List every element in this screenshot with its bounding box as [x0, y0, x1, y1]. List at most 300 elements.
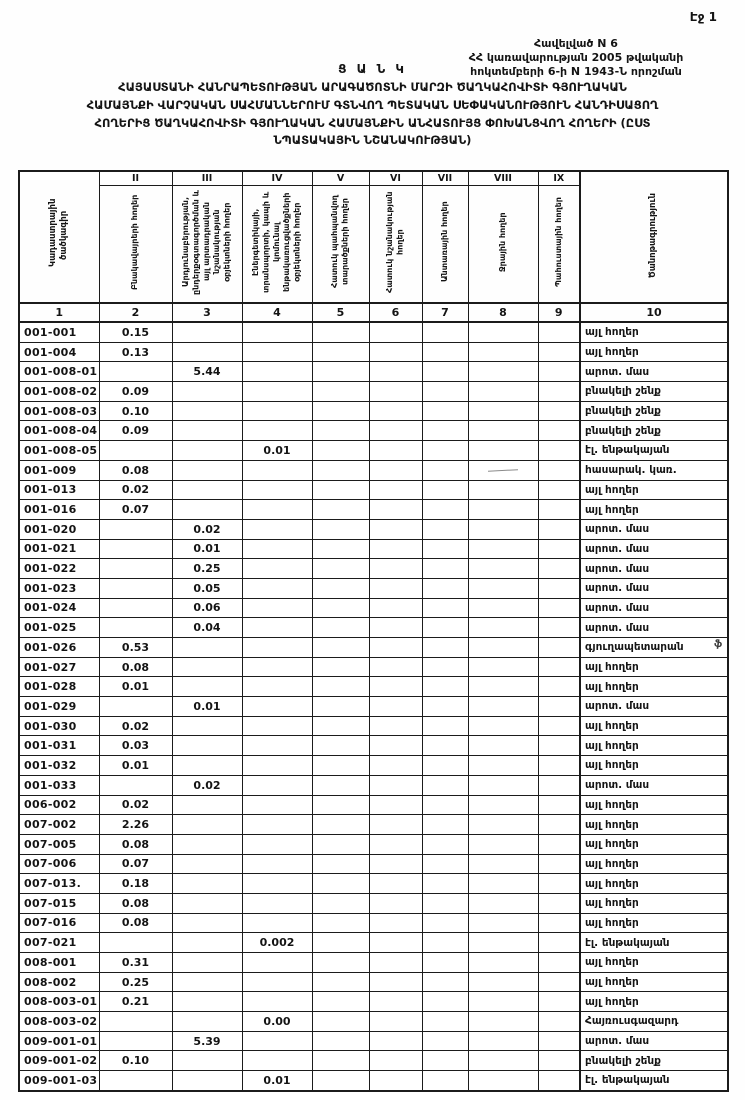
header-cell-col-9	[538, 186, 580, 304]
value-infrastructure-lands	[242, 1031, 312, 1051]
cadastral-code: 001-023	[19, 578, 99, 598]
value-empty-col-9	[538, 992, 580, 1012]
value-empty-col-9	[538, 519, 580, 539]
value-empty-col-5	[312, 854, 369, 874]
column-number-2: 2	[99, 303, 172, 322]
cadastral-code: 009-001-03	[19, 1071, 99, 1091]
value-empty-col-6	[369, 342, 422, 362]
roman-numeral-VII: VII	[422, 171, 468, 186]
table-row	[19, 342, 728, 362]
table-row	[19, 1031, 728, 1051]
value-settlement-lands	[99, 559, 172, 579]
value-empty-col-5	[312, 519, 369, 539]
cadastral-code: 008-001	[19, 953, 99, 973]
value-empty-col-9	[538, 1012, 580, 1032]
value-settlement-lands	[99, 1071, 172, 1091]
note-text: բնակելի շենք	[580, 382, 728, 402]
col-header-label: Հատուկ նշանակության հողեր	[385, 191, 405, 293]
value-empty-col-6	[369, 657, 422, 677]
value-empty-col-9	[538, 1071, 580, 1091]
value-empty-col-9	[538, 815, 580, 835]
value-infrastructure-lands	[242, 382, 312, 402]
note-text: արոտ. մաս	[580, 618, 728, 638]
cadastral-code: 001-028	[19, 677, 99, 697]
value-empty-col-5	[312, 638, 369, 658]
cadastral-code: 007-021	[19, 933, 99, 953]
value-empty-col-7	[422, 913, 468, 933]
value-empty-col-9	[538, 756, 580, 776]
note-text: այլ հողեր	[580, 480, 728, 500]
col-header-note: Ծանոթագրություն	[648, 192, 659, 278]
value-settlement-lands	[99, 598, 172, 618]
value-empty-col-9	[538, 441, 580, 461]
value-empty-col-9	[538, 638, 580, 658]
value-empty-col-6	[369, 1012, 422, 1032]
note-text: արոտ. մաս	[580, 578, 728, 598]
cadastral-code: 001-033	[19, 775, 99, 795]
value-empty-col-8	[468, 893, 538, 913]
value-settlement-lands	[99, 539, 172, 559]
value-empty-col-9	[538, 972, 580, 992]
roman-numeral-V: V	[312, 171, 369, 186]
value-industrial-lands: 0.25	[172, 559, 242, 579]
value-empty-col-5	[312, 657, 369, 677]
value-settlement-lands: 0.09	[99, 421, 172, 441]
value-empty-col-5	[312, 460, 369, 480]
value-industrial-lands: 5.39	[172, 1031, 242, 1051]
value-empty-col-5	[312, 893, 369, 913]
value-infrastructure-lands	[242, 480, 312, 500]
value-empty-col-5	[312, 972, 369, 992]
value-empty-col-5	[312, 834, 369, 854]
value-empty-col-7	[422, 559, 468, 579]
value-empty-col-6	[369, 854, 422, 874]
cadastral-code: 008-003-02	[19, 1012, 99, 1032]
note-text: այլ հողեր	[580, 972, 728, 992]
value-settlement-lands: 0.07	[99, 500, 172, 520]
value-empty-col-9	[538, 500, 580, 520]
document-heading: Ց Ա Ն Կ	[338, 62, 407, 76]
value-empty-col-8	[468, 775, 538, 795]
table-row	[19, 972, 728, 992]
cadastral-code: 001-031	[19, 736, 99, 756]
value-empty-col-6	[369, 992, 422, 1012]
value-infrastructure-lands: 0.01	[242, 1071, 312, 1091]
note-text: այլ հողեր	[580, 500, 728, 520]
note-text: այլ հողեր	[580, 342, 728, 362]
value-empty-col-8	[468, 1071, 538, 1091]
value-empty-col-9	[538, 1051, 580, 1071]
note-text: այլ հողեր	[580, 874, 728, 894]
table-row	[19, 559, 728, 579]
value-industrial-lands	[172, 677, 242, 697]
roman-numeral-VI: VI	[369, 171, 422, 186]
note-text: այլ հողեր	[580, 657, 728, 677]
table-row	[19, 1071, 728, 1091]
cadastral-code: 008-003-01	[19, 992, 99, 1012]
value-empty-col-6	[369, 480, 422, 500]
value-empty-col-6	[369, 697, 422, 717]
value-empty-col-7	[422, 775, 468, 795]
land-parcels-table	[18, 170, 729, 1092]
cadastral-code: 001-008-01	[19, 362, 99, 382]
cadastral-code: 001-008-05	[19, 441, 99, 461]
value-empty-col-8	[468, 322, 538, 342]
value-empty-col-9	[538, 322, 580, 342]
value-empty-col-6	[369, 500, 422, 520]
value-empty-col-8	[468, 460, 538, 480]
roman-numeral-III: III	[172, 171, 242, 186]
value-settlement-lands	[99, 362, 172, 382]
value-industrial-lands	[172, 401, 242, 421]
value-empty-col-5	[312, 322, 369, 342]
document-title	[22, 79, 723, 150]
value-empty-col-9	[538, 480, 580, 500]
value-empty-col-6	[369, 598, 422, 618]
cadastral-code: 007-013.	[19, 874, 99, 894]
cadastral-code: 006-002	[19, 795, 99, 815]
value-settlement-lands: 0.08	[99, 834, 172, 854]
header-cell-col-6	[369, 186, 422, 304]
table-row	[19, 578, 728, 598]
cadastral-code: 001-021	[19, 539, 99, 559]
cadastral-code: 007-005	[19, 834, 99, 854]
value-industrial-lands	[172, 756, 242, 776]
table-row	[19, 460, 728, 480]
cadastral-code: 001-020	[19, 519, 99, 539]
value-infrastructure-lands	[242, 834, 312, 854]
value-empty-col-6	[369, 795, 422, 815]
table-row	[19, 539, 728, 559]
note-text: հասարակ. կառ.	[580, 460, 728, 480]
document-title-line: ՀԱՅԱՍՏԱՆԻ ՀԱՆՐԱՊԵՏՈՒԹՅԱՆ ԱՐԱԳԱԾՈՏՆԻ ՄԱՐԶԻ ԾԱՂԿԱՀՈՎԻՏԻ ԳՅՈՒՂԱԿԱՆ	[118, 80, 627, 94]
table-row	[19, 480, 728, 500]
value-empty-col-8	[468, 953, 538, 973]
value-infrastructure-lands	[242, 795, 312, 815]
value-empty-col-8	[468, 362, 538, 382]
note-text: բնակելի շենք	[580, 1051, 728, 1071]
value-empty-col-6	[369, 638, 422, 658]
table-row	[19, 322, 728, 342]
value-industrial-lands: 0.02	[172, 519, 242, 539]
table-row	[19, 775, 728, 795]
value-empty-col-8	[468, 834, 538, 854]
document-title-line: ՀՈՂԵՐԻՑ ԾԱՂԿԱՀՈՎԻՏԻ ԳՅՈՒՂԱԿԱՆ ՀԱՄԱՅՆՔԻՆ ԱՆՀԱՏՈՒՅՑ ՓՈԽԱՆՑՎՈՂ ՀՈՂԵՐԻ (ԸՍՏ	[94, 115, 651, 130]
col-header-label: Բնակավայրերի հողեր	[130, 194, 140, 290]
value-empty-col-8	[468, 933, 538, 953]
value-empty-col-5	[312, 342, 369, 362]
value-empty-col-7	[422, 342, 468, 362]
col-header-cadastral-code: Կադաստրային ծածկագիր	[48, 198, 70, 267]
value-empty-col-7	[422, 460, 468, 480]
value-empty-col-9	[538, 913, 580, 933]
value-infrastructure-lands	[242, 716, 312, 736]
value-empty-col-6	[369, 775, 422, 795]
value-empty-col-5	[312, 578, 369, 598]
value-empty-col-5	[312, 618, 369, 638]
table-row	[19, 657, 728, 677]
value-infrastructure-lands	[242, 559, 312, 579]
value-settlement-lands: 0.02	[99, 795, 172, 815]
value-settlement-lands: 0.13	[99, 342, 172, 362]
value-empty-col-9	[538, 893, 580, 913]
value-empty-col-9	[538, 382, 580, 402]
annex-line-3: հոկտեմբերի 6-ի N 1943-Ն որոշման	[470, 64, 682, 78]
value-settlement-lands	[99, 697, 172, 717]
table-row	[19, 638, 728, 658]
value-empty-col-7	[422, 382, 468, 402]
cadastral-code: 001-004	[19, 342, 99, 362]
cadastral-code: 009-001-01	[19, 1031, 99, 1051]
value-empty-col-6	[369, 460, 422, 480]
value-settlement-lands: 0.08	[99, 460, 172, 480]
value-industrial-lands	[172, 1012, 242, 1032]
value-infrastructure-lands	[242, 1051, 312, 1071]
value-industrial-lands: 0.02	[172, 775, 242, 795]
value-empty-col-5	[312, 716, 369, 736]
column-number-5: 5	[312, 303, 369, 322]
value-empty-col-7	[422, 657, 468, 677]
cadastral-code: 007-006	[19, 854, 99, 874]
value-empty-col-6	[369, 815, 422, 835]
note-text: բնակելի շենք	[580, 421, 728, 441]
value-infrastructure-lands	[242, 992, 312, 1012]
value-infrastructure-lands	[242, 539, 312, 559]
value-empty-col-7	[422, 893, 468, 913]
note-text: այլ հողեր	[580, 677, 728, 697]
column-number-1: 1	[19, 303, 99, 322]
cadastral-code: 001-027	[19, 657, 99, 677]
value-empty-col-8	[468, 618, 538, 638]
document-title-line: ՀԱՄԱՅՆՔԻ ՎԱՐՉԱԿԱՆ ՍԱՀՄԱՆՆԵՐՈՒՄ ԳՏՆՎՈՂ ՊԵՏԱԿԱՆ ՍԵՓԱԿԱՆՈՒԹՅՈՒՆ ՀԱՆԴԻՍԱՑՈՂ	[86, 97, 659, 112]
value-industrial-lands: 0.05	[172, 578, 242, 598]
value-empty-col-5	[312, 933, 369, 953]
value-settlement-lands	[99, 775, 172, 795]
value-industrial-lands: 5.44	[172, 362, 242, 382]
value-settlement-lands: 0.25	[99, 972, 172, 992]
value-empty-col-5	[312, 539, 369, 559]
value-empty-col-7	[422, 992, 468, 1012]
value-empty-col-8	[468, 972, 538, 992]
column-number-8: 8	[468, 303, 538, 322]
value-empty-col-7	[422, 1071, 468, 1091]
header-cell-col-5	[312, 186, 369, 304]
value-empty-col-7	[422, 854, 468, 874]
value-settlement-lands: 0.21	[99, 992, 172, 1012]
note-text: արոտ. մաս	[580, 362, 728, 382]
value-industrial-lands	[172, 322, 242, 342]
cadastral-code: 001-030	[19, 716, 99, 736]
value-infrastructure-lands	[242, 756, 312, 776]
value-empty-col-6	[369, 578, 422, 598]
header-cell-col-3	[172, 186, 242, 304]
note-text: այլ հողեր	[580, 854, 728, 874]
roman-numeral-IX: IX	[538, 171, 580, 186]
value-empty-col-8	[468, 854, 538, 874]
value-empty-col-6	[369, 362, 422, 382]
value-empty-col-7	[422, 421, 468, 441]
value-empty-col-5	[312, 1071, 369, 1091]
value-empty-col-5	[312, 480, 369, 500]
value-empty-col-5	[312, 795, 369, 815]
value-empty-col-6	[369, 953, 422, 973]
value-empty-col-5	[312, 775, 369, 795]
value-settlement-lands: 0.02	[99, 716, 172, 736]
value-empty-col-6	[369, 874, 422, 894]
note-text: արոտ. մաս	[580, 1031, 728, 1051]
page-number: Էջ 1	[689, 10, 717, 24]
value-infrastructure-lands	[242, 618, 312, 638]
value-industrial-lands	[172, 382, 242, 402]
value-settlement-lands	[99, 1031, 172, 1051]
cadastral-code: 001-008-03	[19, 401, 99, 421]
value-infrastructure-lands	[242, 638, 312, 658]
value-empty-col-5	[312, 992, 369, 1012]
value-industrial-lands	[172, 815, 242, 835]
note-text: այլ հողեր	[580, 893, 728, 913]
cadastral-code: 001-009	[19, 460, 99, 480]
value-empty-col-8	[468, 1012, 538, 1032]
value-empty-col-7	[422, 578, 468, 598]
value-empty-col-9	[538, 834, 580, 854]
value-empty-col-9	[538, 657, 580, 677]
cadastral-code: 001-024	[19, 598, 99, 618]
column-number-10: 10	[580, 303, 728, 322]
cadastral-code: 008-002	[19, 972, 99, 992]
col-header-label: Էներգետիկայի, տրանսպորտի, կապի և կոմունալ ենթակառուցվածքների օբյեկտների հողեր	[251, 191, 302, 293]
value-infrastructure-lands	[242, 697, 312, 717]
value-empty-col-7	[422, 716, 468, 736]
value-empty-col-6	[369, 677, 422, 697]
value-empty-col-5	[312, 815, 369, 835]
value-industrial-lands: 0.01	[172, 697, 242, 717]
value-empty-col-7	[422, 480, 468, 500]
value-empty-col-7	[422, 874, 468, 894]
value-empty-col-7	[422, 795, 468, 815]
value-industrial-lands	[172, 913, 242, 933]
value-empty-col-5	[312, 953, 369, 973]
value-empty-col-7	[422, 539, 468, 559]
value-empty-col-6	[369, 401, 422, 421]
value-infrastructure-lands	[242, 736, 312, 756]
value-infrastructure-lands: 0.002	[242, 933, 312, 953]
value-empty-col-7	[422, 362, 468, 382]
header-cell-col-7	[422, 186, 468, 304]
value-empty-col-8	[468, 992, 538, 1012]
value-industrial-lands	[172, 480, 242, 500]
value-industrial-lands: 0.04	[172, 618, 242, 638]
table-row	[19, 815, 728, 835]
column-number-9: 9	[538, 303, 580, 322]
value-empty-col-5	[312, 913, 369, 933]
cadastral-code: 001-008-02	[19, 382, 99, 402]
value-infrastructure-lands	[242, 362, 312, 382]
value-industrial-lands	[172, 795, 242, 815]
note-text: այլ հողեր	[580, 953, 728, 973]
value-infrastructure-lands	[242, 342, 312, 362]
table-row	[19, 500, 728, 520]
table-row	[19, 933, 728, 953]
note-text: էլ. ենթակայան	[580, 441, 728, 461]
table-body	[19, 322, 728, 1091]
note-text: էլ. ենթակայան	[580, 1071, 728, 1091]
cadastral-code: 001-016	[19, 500, 99, 520]
value-infrastructure-lands	[242, 578, 312, 598]
table-row	[19, 382, 728, 402]
value-industrial-lands	[172, 972, 242, 992]
table-row	[19, 598, 728, 618]
header-cell-note	[580, 171, 728, 303]
value-empty-col-9	[538, 874, 580, 894]
header-cell-col-2	[99, 186, 172, 304]
note-text: բնակելի շենք	[580, 401, 728, 421]
value-empty-col-6	[369, 913, 422, 933]
cadastral-code: 001-001	[19, 322, 99, 342]
value-empty-col-8	[468, 795, 538, 815]
value-industrial-lands	[172, 933, 242, 953]
value-empty-col-5	[312, 401, 369, 421]
value-settlement-lands	[99, 441, 172, 461]
cadastral-code: 001-025	[19, 618, 99, 638]
value-empty-col-9	[538, 559, 580, 579]
col-header-label: Անտառային հողեր	[439, 201, 449, 283]
value-industrial-lands	[172, 1071, 242, 1091]
value-empty-col-8	[468, 519, 538, 539]
value-empty-col-5	[312, 559, 369, 579]
value-empty-col-8	[468, 677, 538, 697]
value-empty-col-8	[468, 539, 538, 559]
table-row	[19, 441, 728, 461]
value-infrastructure-lands	[242, 500, 312, 520]
header-cell-col-8	[468, 186, 538, 304]
value-empty-col-9	[538, 697, 580, 717]
value-industrial-lands	[172, 441, 242, 461]
cadastral-code: 001-026	[19, 638, 99, 658]
value-empty-col-7	[422, 953, 468, 973]
roman-numeral-IV: IV	[242, 171, 312, 186]
value-empty-col-8	[468, 401, 538, 421]
value-empty-col-8	[468, 638, 538, 658]
cadastral-code: 007-015	[19, 893, 99, 913]
note-text: արոտ. մաս	[580, 775, 728, 795]
value-empty-col-7	[422, 697, 468, 717]
value-empty-col-5	[312, 500, 369, 520]
value-empty-col-9	[538, 775, 580, 795]
value-industrial-lands	[172, 638, 242, 658]
value-settlement-lands	[99, 618, 172, 638]
value-empty-col-8	[468, 815, 538, 835]
value-empty-col-6	[369, 736, 422, 756]
table-row	[19, 854, 728, 874]
col-header-label: Պահուստային հողեր	[553, 197, 563, 287]
value-settlement-lands: 0.09	[99, 382, 172, 402]
handwritten-margin-mark: ֆ	[713, 638, 723, 651]
cadastral-code: 007-016	[19, 913, 99, 933]
value-infrastructure-lands	[242, 854, 312, 874]
value-empty-col-7	[422, 519, 468, 539]
value-empty-col-8	[468, 559, 538, 579]
col-header-label: Արդյունաբերության, ընդերքօգտագործման և այլ արտադրական նշանակության օբյեկտների հողեր	[181, 189, 232, 295]
column-number-3: 3	[172, 303, 242, 322]
header-cell-cadastral-code	[19, 171, 99, 303]
value-empty-col-8	[468, 578, 538, 598]
column-number-4: 4	[242, 303, 312, 322]
table-row	[19, 874, 728, 894]
value-empty-col-6	[369, 1031, 422, 1051]
value-industrial-lands	[172, 342, 242, 362]
value-settlement-lands: 0.01	[99, 677, 172, 697]
value-empty-col-7	[422, 401, 468, 421]
